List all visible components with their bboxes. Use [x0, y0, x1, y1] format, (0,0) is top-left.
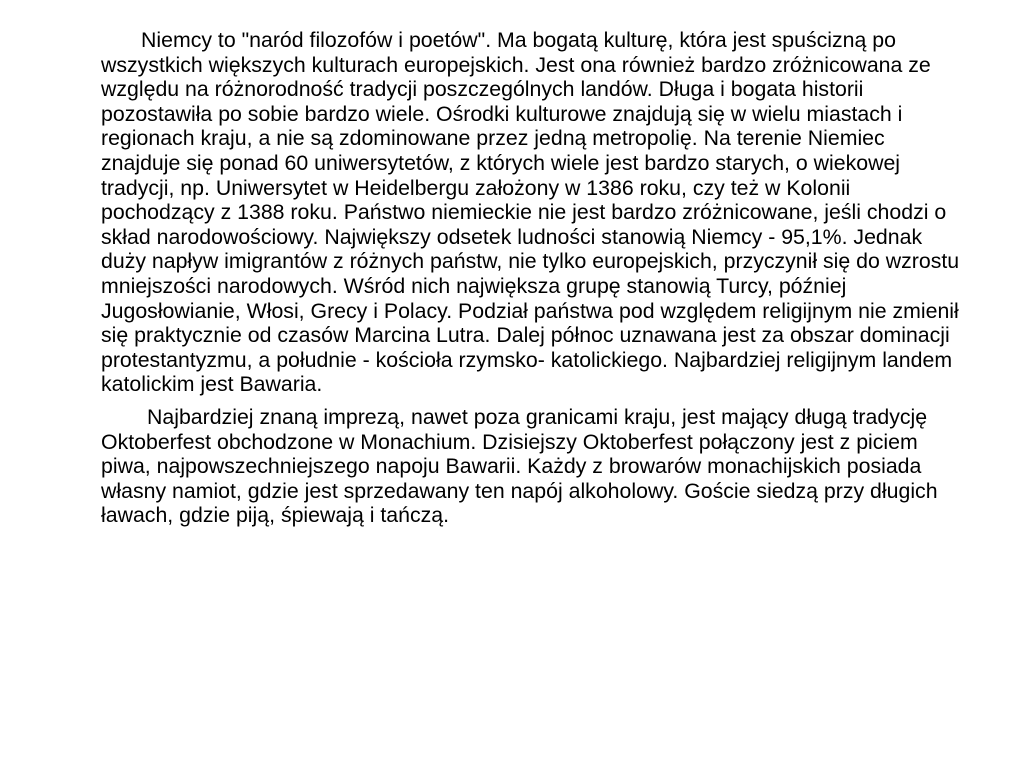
paragraph-culture: Niemcy to "naród filozofów i poetów". Ma bogatą kulturę, która jest spuścizną po wszystkich większych kulturach europejskich. Jest ona również bardzo zróżnicowana ze względu na różnorodność tradycji poszczególnych landów. Długa i bogata historii pozostawiła po sobie bardzo wiele. Ośrodki kulturowe znajdują się w wielu miastach i regionach kraju, a nie są zdominowane przez jedną metropolię. Na terenie Niemiec znajduje się ponad 60 uniwersytetów, z których wiele jest bardzo starych, o wiekowej tradycji, np. Uniwersytet w Heidelbergu założony w 1386 roku, czy też w Kolonii pochodzący z 1388 roku. Państwo niemieckie nie jest bardzo zróżnicowane, jeśli chodzi o skład narodowościowy. Największy odsetek ludności stanowią Niemcy - 95,1%. Jednak duży napływ imigrantów z różnych państw, nie tylko europejskich, przyczynił się do wzrostu mniejszości narodowych. Wśród nich największa grupę stanowią Turcy, później Jugosłowianie, Włosi, Grecy i Polacy. Podział państwa pod względem religijnym nie zmienił się praktycznie od czasów Marcina Lutra. Dalej północ uznawana jest za obszar dominacji protestantyzmu, a południe - kościoła rzymsko- katolickiego. Najbardziej religijnym landem katolickim jest Bawaria. [101, 28, 960, 397]
paragraph-oktoberfest: Najbardziej znaną imprezą, nawet poza granicami kraju, jest mający długą tradycję Oktoberfest obchodzone w Monachium. Dzisiejszy Oktoberfest połączony jest z piciem piwa, najpowszechniejszego napoju Bawarii. Każdy z browarów monachijskich posiada własny namiot, gdzie jest sprzedawany ten napój alkoholowy. Goście siedzą przy długich ławach, gdzie piją, śpiewają i tańczą. [101, 404, 938, 528]
text-body [101, 28, 967, 528]
